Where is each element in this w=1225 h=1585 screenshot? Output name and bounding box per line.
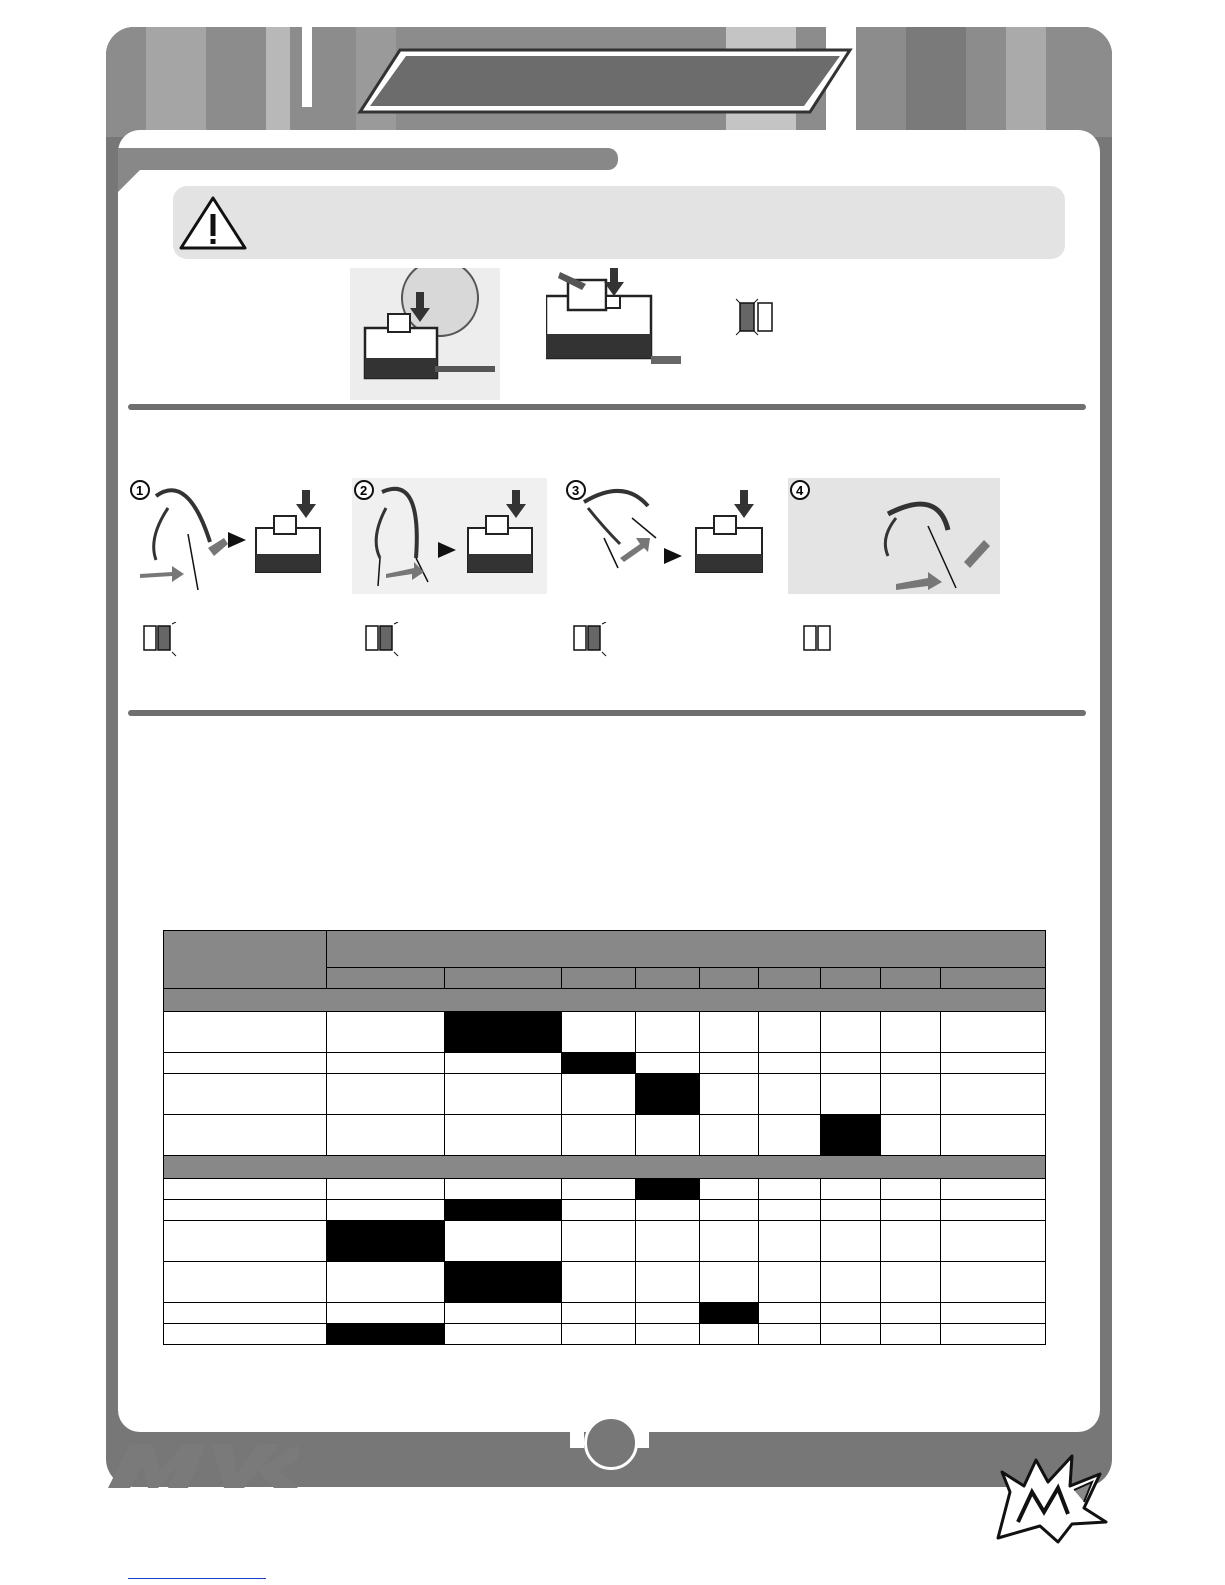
table-category-row: [164, 989, 1046, 1012]
option-cell: [700, 1179, 759, 1200]
option-header: [562, 968, 636, 989]
option-cell: [562, 1179, 636, 1200]
option-cell: [445, 1303, 562, 1324]
esc-mounted-illustration: [350, 268, 500, 400]
table-row: [164, 1303, 1046, 1324]
step-4-illustration: [788, 478, 1000, 594]
option-cell: [562, 1012, 636, 1053]
option-cell: [636, 1262, 700, 1303]
table-row: [164, 1179, 1046, 1200]
option-cell: [821, 1303, 881, 1324]
option-cell: [700, 1012, 759, 1053]
frame-gap: [570, 1432, 584, 1448]
svg-text:4: 4: [796, 483, 804, 498]
led-icon-step-4: [800, 622, 838, 658]
table-header-options: [327, 931, 1046, 968]
option-cell: [636, 1324, 700, 1345]
option-cell: [327, 1179, 445, 1200]
option-cell: [821, 1053, 881, 1074]
default-option-cell: [327, 1221, 445, 1262]
option-cell: [445, 1074, 562, 1115]
section-rule-1: [128, 404, 1086, 410]
step-3-illustration: [564, 478, 772, 594]
section-title-notch: [118, 170, 140, 192]
table-row: [164, 1053, 1046, 1074]
option-cell: [821, 1324, 881, 1345]
option-cell: [759, 1324, 821, 1345]
option-cell: [327, 1012, 445, 1053]
option-cell: [759, 1012, 821, 1053]
setting-label-cell: [164, 1221, 327, 1262]
option-cell: [941, 1053, 1046, 1074]
table-row: [164, 1221, 1046, 1262]
default-option-cell: [445, 1012, 562, 1053]
table-row: [164, 1200, 1046, 1221]
default-option-cell: [445, 1200, 562, 1221]
table-row: [164, 1074, 1046, 1115]
option-cell: [821, 1179, 881, 1200]
option-cell: [881, 1303, 941, 1324]
option-cell: [562, 1262, 636, 1303]
table-header-corner: [164, 931, 327, 989]
option-cell: [941, 1262, 1046, 1303]
setting-label-cell: [164, 1262, 327, 1303]
option-cell: [759, 1262, 821, 1303]
svg-text:3: 3: [572, 483, 580, 498]
default-option-cell: [327, 1324, 445, 1345]
option-cell: [562, 1074, 636, 1115]
table-row: [164, 1115, 1046, 1156]
option-cell: [881, 1074, 941, 1115]
esc-button-press-illustration: [546, 268, 681, 390]
option-header: [821, 968, 881, 989]
footer-link-underline: [128, 1578, 266, 1579]
option-cell: [941, 1324, 1046, 1345]
default-option-cell: [445, 1262, 562, 1303]
setting-label-cell: [164, 1324, 327, 1345]
option-cell: [821, 1221, 881, 1262]
option-cell: [636, 1303, 700, 1324]
maverick-logo: [340, 40, 860, 120]
option-cell: [327, 1303, 445, 1324]
warning-box: [173, 186, 1065, 259]
option-cell: [941, 1179, 1046, 1200]
option-cell: [562, 1303, 636, 1324]
option-cell: [881, 1200, 941, 1221]
option-cell: [821, 1262, 881, 1303]
option-cell: [562, 1221, 636, 1262]
option-cell: [881, 1115, 941, 1156]
setting-label-cell: [164, 1074, 327, 1115]
option-cell: [636, 1115, 700, 1156]
option-cell: [941, 1074, 1046, 1115]
option-cell: [327, 1115, 445, 1156]
option-cell: [759, 1074, 821, 1115]
option-cell: [700, 1262, 759, 1303]
option-cell: [445, 1053, 562, 1074]
category-cell: [164, 989, 1046, 1012]
option-cell: [636, 1053, 700, 1074]
option-cell: [700, 1053, 759, 1074]
option-header: [445, 968, 562, 989]
option-header: [636, 968, 700, 989]
option-cell: [821, 1012, 881, 1053]
option-cell: [562, 1200, 636, 1221]
option-header: [881, 968, 941, 989]
option-cell: [881, 1012, 941, 1053]
option-cell: [881, 1179, 941, 1200]
option-cell: [941, 1221, 1046, 1262]
option-cell: [821, 1200, 881, 1221]
section-title-tab: [118, 148, 618, 170]
wolf-icon: [988, 1452, 1110, 1544]
option-cell: [562, 1115, 636, 1156]
option-header: [700, 968, 759, 989]
option-cell: [445, 1324, 562, 1345]
option-cell: [327, 1200, 445, 1221]
option-cell: [881, 1221, 941, 1262]
option-cell: [700, 1200, 759, 1221]
led-icon-blink-left: [732, 295, 782, 339]
option-cell: [759, 1053, 821, 1074]
section-rule-2: [128, 710, 1086, 716]
option-cell: [881, 1324, 941, 1345]
led-icon-step-3: [570, 622, 608, 658]
setting-label-cell: [164, 1200, 327, 1221]
option-cell: [327, 1262, 445, 1303]
svg-text:2: 2: [360, 483, 368, 498]
option-cell: [759, 1200, 821, 1221]
default-option-cell: [636, 1074, 700, 1115]
default-option-cell: [700, 1303, 759, 1324]
setting-label-cell: [164, 1053, 327, 1074]
option-cell: [445, 1115, 562, 1156]
option-cell: [759, 1303, 821, 1324]
table-row: [164, 1012, 1046, 1053]
option-cell: [941, 1200, 1046, 1221]
step-2-illustration: [352, 478, 547, 594]
option-cell: [636, 1221, 700, 1262]
option-cell: [941, 1303, 1046, 1324]
programming-table: [163, 930, 1046, 1345]
setting-label-cell: [164, 1115, 327, 1156]
page-number-badge: [584, 1416, 638, 1470]
option-cell: [881, 1262, 941, 1303]
table-category-row: [164, 1156, 1046, 1179]
mvk-logo: [108, 1440, 298, 1490]
option-cell: [445, 1221, 562, 1262]
led-icon-step-1: [140, 622, 178, 658]
default-option-cell: [636, 1179, 700, 1200]
default-option-cell: [821, 1115, 881, 1156]
option-cell: [941, 1012, 1046, 1053]
option-cell: [821, 1074, 881, 1115]
option-cell: [562, 1324, 636, 1345]
default-option-cell: [562, 1053, 636, 1074]
option-header: [759, 968, 821, 989]
option-cell: [700, 1221, 759, 1262]
table-row: [164, 1324, 1046, 1345]
option-cell: [636, 1012, 700, 1053]
option-cell: [759, 1221, 821, 1262]
led-icon-step-2: [362, 622, 400, 658]
option-cell: [700, 1324, 759, 1345]
category-cell: [164, 1156, 1046, 1179]
option-cell: [327, 1074, 445, 1115]
step-1-illustration: [128, 478, 328, 594]
option-cell: [881, 1053, 941, 1074]
option-header: [327, 968, 445, 989]
option-cell: [759, 1179, 821, 1200]
option-cell: [445, 1179, 562, 1200]
warning-icon: [178, 194, 248, 252]
option-cell: [941, 1115, 1046, 1156]
setting-label-cell: [164, 1012, 327, 1053]
option-cell: [636, 1200, 700, 1221]
option-cell: [700, 1115, 759, 1156]
option-cell: [327, 1053, 445, 1074]
svg-text:1: 1: [136, 483, 144, 498]
option-header: [941, 968, 1046, 989]
setting-label-cell: [164, 1179, 327, 1200]
option-cell: [700, 1074, 759, 1115]
option-cell: [759, 1115, 821, 1156]
table-row: [164, 1262, 1046, 1303]
setting-label-cell: [164, 1303, 327, 1324]
